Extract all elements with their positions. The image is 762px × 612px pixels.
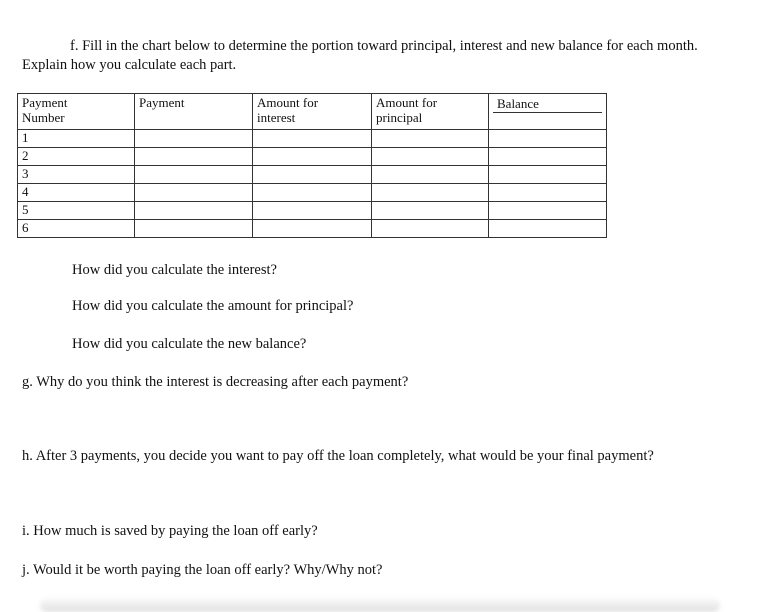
payment-number-cell: 1	[18, 130, 135, 148]
principal-cell[interactable]	[372, 166, 489, 184]
payment-cell[interactable]	[135, 220, 253, 238]
header-principal: Amount for principal	[372, 94, 489, 130]
header-balance: Balance	[489, 94, 607, 130]
header-interest: Amount for interest	[253, 94, 372, 130]
interest-cell[interactable]	[253, 202, 372, 220]
question-f-text: f. Fill in the chart below to determine the portion toward principal, interest and new balance for each month. Explain how you calculate each part.	[22, 38, 698, 73]
table-row	[18, 148, 607, 166]
header-payment: Payment	[135, 94, 253, 130]
interest-cell[interactable]	[253, 166, 372, 184]
question-h: h. After 3 payments, you decide you want to pay off the loan completely, what would be your final payment?	[22, 448, 654, 464]
balance-subcell	[493, 112, 602, 129]
amortization-table	[17, 93, 607, 238]
table-row	[18, 220, 607, 238]
payment-cell[interactable]	[135, 184, 253, 202]
payment-number-cell: 5	[18, 202, 135, 220]
interest-cell[interactable]	[253, 184, 372, 202]
payment-number-cell: 6	[18, 220, 135, 238]
principal-cell[interactable]	[372, 184, 489, 202]
table-header-row	[18, 94, 607, 130]
table-row	[18, 166, 607, 184]
balance-cell[interactable]	[489, 166, 607, 184]
table-row	[18, 202, 607, 220]
payment-number-cell: 2	[18, 148, 135, 166]
balance-cell[interactable]	[489, 130, 607, 148]
question-principal: How did you calculate the amount for principal?	[72, 298, 354, 314]
balance-cell[interactable]	[489, 220, 607, 238]
question-f	[22, 37, 722, 75]
payment-cell[interactable]	[135, 148, 253, 166]
balance-cell[interactable]	[489, 184, 607, 202]
interest-cell[interactable]	[253, 148, 372, 166]
interest-cell[interactable]	[253, 220, 372, 238]
balance-cell[interactable]	[489, 202, 607, 220]
payment-number-cell: 3	[18, 166, 135, 184]
payment-cell[interactable]	[135, 166, 253, 184]
payment-cell[interactable]	[135, 130, 253, 148]
balance-cell[interactable]	[489, 148, 607, 166]
principal-cell[interactable]	[372, 220, 489, 238]
principal-cell[interactable]	[372, 130, 489, 148]
question-i: i. How much is saved by paying the loan off early?	[22, 523, 318, 539]
question-interest: How did you calculate the interest?	[72, 262, 277, 278]
table-row	[18, 184, 607, 202]
payment-number-cell: 4	[18, 184, 135, 202]
header-payment-number: Payment Number	[18, 94, 135, 130]
question-g: g. Why do you think the interest is decreasing after each payment?	[22, 374, 409, 390]
principal-cell[interactable]	[372, 202, 489, 220]
page-bottom-shadow	[40, 598, 720, 612]
table-row	[18, 130, 607, 148]
question-j: j. Would it be worth paying the loan off early? Why/Why not?	[22, 562, 383, 578]
payment-cell[interactable]	[135, 202, 253, 220]
principal-cell[interactable]	[372, 148, 489, 166]
interest-cell[interactable]	[253, 130, 372, 148]
question-balance: How did you calculate the new balance?	[72, 336, 307, 352]
